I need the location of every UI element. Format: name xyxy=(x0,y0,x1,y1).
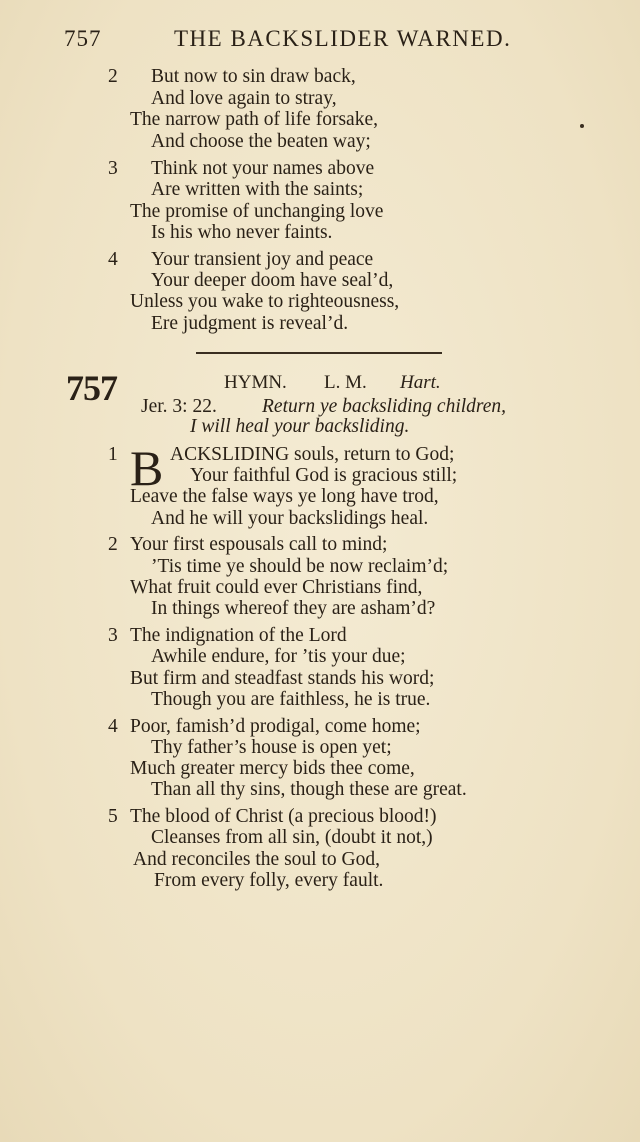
hymn-number: 757 xyxy=(66,368,117,408)
verse-line: Unless you wake to righteousness, xyxy=(130,291,400,312)
verse-line: Ere judgment is reveal’d. xyxy=(151,313,349,334)
verse-line: Much greater mercy bids thee come, xyxy=(130,758,415,779)
verse-line: But firm and steadfast stands his word; xyxy=(130,668,435,689)
verse-line: In things whereof they are asham’d? xyxy=(151,598,436,619)
verse-line: Your first espousals call to mind; xyxy=(130,534,388,555)
ink-speck xyxy=(580,124,584,128)
verse-line: And reconciles the soul to God, xyxy=(133,849,380,870)
verse-line: Thy father’s house is open yet; xyxy=(151,737,392,758)
verse-line: What fruit could ever Christians find, xyxy=(130,577,423,598)
scripture-text: Return ye backsliding children, xyxy=(262,396,507,417)
verse-line: The narrow path of life forsake, xyxy=(130,109,378,130)
verse-line: Are written with the saints; xyxy=(151,179,364,200)
verse-line: And choose the beaten way; xyxy=(151,131,371,152)
verse-line: Cleanses from all sin, (doubt it not,) xyxy=(151,827,433,848)
running-title: THE BACKSLIDER WARNED. xyxy=(174,26,512,51)
verse-number: 4 xyxy=(108,716,118,737)
hymn-meter: L. M. xyxy=(324,372,367,393)
verse-line: Poor, famish’d prodigal, come home; xyxy=(130,716,421,737)
verse-number: 2 xyxy=(108,534,118,555)
verse-number: 5 xyxy=(108,806,118,827)
verse-line: And love again to stray, xyxy=(151,88,337,109)
verse-number: 2 xyxy=(108,66,118,87)
verse-number: 1 xyxy=(108,444,118,465)
verse-line: Your transient joy and peace xyxy=(151,249,374,270)
page-header xyxy=(64,26,524,56)
verse-line: Though you are faithless, he is true. xyxy=(151,689,431,710)
verse-line: ’Tis time ye should be now reclaim’d; xyxy=(151,556,449,577)
verse-line: Leave the false ways ye long have trod, xyxy=(130,486,439,507)
scripture-reference: Jer. 3: 22. xyxy=(141,396,217,417)
verse-line: Your deeper doom have seal’d, xyxy=(151,270,394,291)
verse-number: 3 xyxy=(108,625,118,646)
verse-number: 4 xyxy=(108,249,118,270)
drop-cap: B xyxy=(130,440,164,496)
verse-line: But now to sin draw back, xyxy=(151,66,356,87)
verse-number: 3 xyxy=(108,158,118,179)
verse-line: Your faithful God is gracious still; xyxy=(190,465,458,486)
verse-line: ACKSLIDING souls, return to God; xyxy=(170,444,455,465)
verse-line: Than all thy sins, though these are great. xyxy=(151,779,467,800)
verse-line: The indignation of the Lord xyxy=(130,625,347,646)
page-number: 757 xyxy=(64,26,102,51)
verse-line: Think not your names above xyxy=(151,158,375,179)
scripture-text: I will heal your backsliding. xyxy=(190,416,410,437)
verse-line: Awhile endure, for ’tis your due; xyxy=(151,646,406,667)
verse-line: From every folly, every fault. xyxy=(154,870,384,891)
hymn-label: HYMN. xyxy=(224,372,287,393)
section-divider xyxy=(196,352,442,354)
verse-line: Is his who never faints. xyxy=(151,222,333,243)
verse-line: The blood of Christ (a precious blood!) xyxy=(130,806,437,827)
hymn-author: Hart. xyxy=(400,372,441,393)
verse-line: The promise of unchanging love xyxy=(130,201,384,222)
verse-line: And he will your backslidings heal. xyxy=(151,508,429,529)
